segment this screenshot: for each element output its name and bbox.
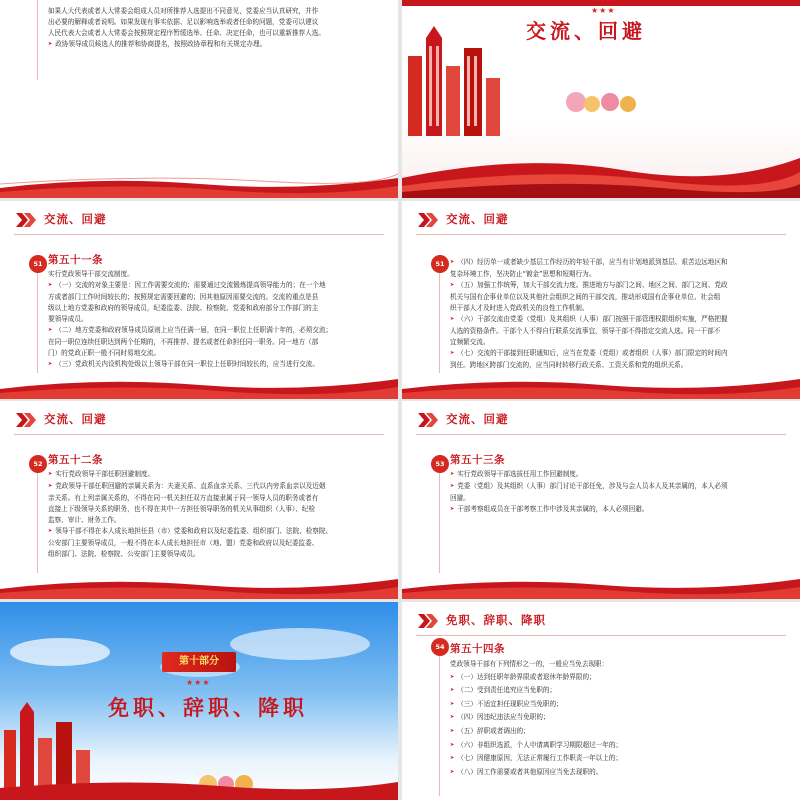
slide-8[interactable] bbox=[402, 602, 800, 800]
body-line: 织干部人才及时进入党政机关的良性工作机制。 bbox=[450, 304, 589, 312]
article-title: 第五十三条 bbox=[450, 454, 505, 466]
slide-2-cover[interactable] bbox=[402, 0, 800, 198]
body-line: 亲关系。有上列亲属关系的，不得在同一机关担任双方直接隶属于同一领导人员的职务或者有 bbox=[48, 494, 319, 502]
body-line: 直接上下级领导关系的职务，也不得在其中一方担任领导职务的机关从事组织（人事）、纪检 bbox=[48, 505, 316, 513]
body-line: ➤ （二）地方党委和政府领导成员原则上应当任满一届，在同一职位上任职满十年的，必须交流； bbox=[48, 325, 376, 337]
body-line: 监察、审计、财务工作。 bbox=[48, 516, 121, 524]
slide-header bbox=[0, 401, 398, 439]
stars-icon: ★★★ bbox=[186, 678, 211, 687]
body-line: 复杂环境工作，坚决防止“镀金”思想和短期行为。 bbox=[450, 270, 596, 278]
double-chevron-icon bbox=[418, 413, 438, 427]
body-line: 出必要的解释或者说明。如果发现有事实依据、足以影响选举或者任命的问题，党委可以建议 bbox=[48, 18, 319, 26]
body-line: 如果人大代表或者人大常委会组成人员对所推荐人选提出不同意见，党委应当认真研究，并作 bbox=[48, 7, 319, 15]
article-number-badge: 53 bbox=[431, 455, 449, 473]
red-wave-decoration bbox=[0, 778, 398, 800]
header-title: 交流、回避 bbox=[446, 412, 509, 426]
body-line: 到任。跨地区跨部门交流的，应当同时转移行政关系、工资关系和党的组织关系。 bbox=[450, 361, 688, 369]
body-line: 人选的资格条件。干部个人不得自行联系交流事宜，领导干部不得指定交流人选。同一干部不 bbox=[450, 327, 721, 335]
body-line: ➤ （五）辞职或者调出的； bbox=[450, 725, 778, 739]
header-title: 免职、辞职、降职 bbox=[446, 613, 546, 627]
body-line: ➤ （八）因工作需要或者其他原因应当免去现职的。 bbox=[450, 766, 778, 780]
slide-header bbox=[402, 602, 800, 640]
timeline-line bbox=[439, 273, 440, 373]
body-line: ➤ （五）加强工作统筹，加大干部交流力度。推进地方与部门之间、地区之间、部门之间、党政 bbox=[450, 280, 778, 292]
body-line: 门）的党政正职一般不同时易地交流。 bbox=[48, 349, 161, 357]
body-line: ➤ 党政领导干部任职回避的亲属关系为：夫妻关系、直系血亲关系、三代以内旁系血亲以及近姻 bbox=[48, 481, 376, 493]
body-line: ➤ （三）党政机关内设机构处级以上领导干部在同一职位上任职时间较长的，应当进行交流。 bbox=[48, 359, 376, 371]
red-wave-decoration bbox=[0, 567, 398, 599]
body-line: 要领导成员。 bbox=[48, 315, 88, 323]
timeline-line bbox=[439, 656, 440, 796]
body-line: ➤ （四）因违纪违法应当免职的； bbox=[450, 711, 778, 725]
body-line: ➤ （二）受到责任追究应当免职的； bbox=[450, 684, 778, 698]
slide-6[interactable] bbox=[402, 401, 800, 599]
section-title: 免职、辞职、降职 bbox=[108, 696, 308, 720]
header-divider bbox=[416, 635, 786, 636]
double-chevron-icon bbox=[418, 614, 438, 628]
slide-3[interactable] bbox=[0, 201, 398, 399]
body-line: ➤ （七）交流的干部接到任职通知后，应当在党委（党组）或者组织（人事）部门限定的时间内 bbox=[450, 348, 778, 360]
body-line: 机关与国有企事业单位以及其他社会组织之间的干部交流，推动形成国有企事业单位、社会组 bbox=[450, 293, 721, 301]
body-line: ➤ 领导干部不得在本人成长地担任县（市）党委和政府以及纪委监委、组织部门、法院、检察院、 bbox=[48, 526, 376, 538]
flower-decoration bbox=[562, 84, 652, 114]
body-line: ➤ （七）因健康原因，无法正常履行工作职责一年以上的； bbox=[450, 752, 778, 766]
red-wave-decoration bbox=[402, 367, 800, 399]
header-title: 交流、回避 bbox=[446, 212, 509, 226]
body-line: 回避。 bbox=[450, 494, 470, 502]
body-line: 实行党政领导干部交流制度。 bbox=[48, 270, 134, 278]
body-line: ➤ （一）交流的对象主要是：因工作需要交流的；需要通过交流锻炼提高领导能力的；在一个地 bbox=[48, 280, 376, 292]
slide-4[interactable] bbox=[402, 201, 800, 399]
slide-body bbox=[450, 453, 778, 516]
timeline-line bbox=[37, 473, 38, 573]
body-line: ➤ （六）非组织选派，个人申请离职学习期限超过一年的； bbox=[450, 739, 778, 753]
article-title: 第五十一条 bbox=[48, 254, 103, 266]
body-line: ➤ （三）不适宜担任现职应当免职的； bbox=[450, 698, 778, 712]
red-wave-decoration bbox=[402, 567, 800, 599]
part-badge: 第十部分 bbox=[162, 652, 236, 672]
article-title: 第五十二条 bbox=[48, 454, 103, 466]
body-line: 在同一职位连续任职达到两个任期的，不再推荐、提名或者任命担任同一职务。同一地方（部 bbox=[48, 338, 319, 346]
double-chevron-icon bbox=[16, 213, 36, 227]
red-wave-decoration bbox=[0, 367, 398, 399]
slide-body bbox=[48, 6, 376, 51]
body-line: 宜频繁交流。 bbox=[450, 338, 490, 346]
slide-7-cover[interactable] bbox=[0, 602, 398, 800]
body-line: ➤ 实行党政领导干部任职回避制度。 bbox=[48, 469, 376, 481]
header-title: 交流、回避 bbox=[44, 412, 107, 426]
header-divider bbox=[416, 234, 786, 235]
body-line: ➤ （一）达到任职年龄界限或者退休年龄界限的； bbox=[450, 671, 778, 685]
article-number-badge: 51 bbox=[29, 255, 47, 273]
double-chevron-icon bbox=[418, 213, 438, 227]
timeline-line bbox=[37, 273, 38, 373]
slide-body bbox=[48, 453, 376, 560]
article-title: 第五十四条 bbox=[450, 643, 505, 655]
body-line: 人民代表大会或者人大常委会按照规定程序暂缓选举、任命、决定任命，也可以重新推荐人选。 bbox=[48, 29, 325, 37]
slide-body bbox=[450, 642, 778, 779]
body-line: ➤ （六）干部交流由党委（党组）及其组织（人事）部门按照干部管理权限组织实施，严格把握 bbox=[450, 314, 778, 326]
body-line: 方或者部门工作时间较长的；按照规定需要回避的；因其他原因需要交流的。交流的重点是县 bbox=[48, 293, 319, 301]
header-divider bbox=[14, 234, 384, 235]
timeline-line bbox=[439, 473, 440, 573]
red-wave-decoration bbox=[0, 166, 398, 198]
slide-body bbox=[48, 253, 376, 371]
timeline-line bbox=[37, 0, 38, 80]
body-line: 级以上地方党委和政府的领导成员，纪委监委、法院、检察院、党委和政府部分工作部门的主 bbox=[48, 304, 319, 312]
header-title: 交流、回避 bbox=[44, 212, 107, 226]
header-divider bbox=[416, 434, 786, 435]
stars-icon: ★★★ bbox=[591, 6, 616, 15]
slide-1[interactable] bbox=[0, 0, 398, 198]
article-number-badge: 54 bbox=[431, 638, 449, 656]
body-line: 公安部门主要领导成员，一般不得在本人成长地担任市（地、盟）党委和政府以及纪委监委、 bbox=[48, 539, 319, 547]
section-title: 交流、回避 bbox=[526, 19, 646, 43]
body-line: 党政领导干部有下列情形之一的，一般应当免去现职： bbox=[450, 660, 609, 668]
body-line: ➤ 党委（党组）及其组织（人事）部门讨论干部任免，涉及与会人员本人及其亲属的，本人必须 bbox=[450, 481, 778, 493]
slide-header bbox=[0, 201, 398, 239]
city-buildings-illustration bbox=[402, 26, 512, 136]
body-line: 组织部门、法院、检察院、公安部门主要领导成员。 bbox=[48, 550, 200, 558]
slide-header bbox=[402, 401, 800, 439]
slide-body bbox=[450, 257, 778, 371]
body-line: ➤ 干部考察组成员在干部考察工作中涉及其亲属的，本人必须回避。 bbox=[450, 504, 778, 516]
article-number-badge: 52 bbox=[29, 455, 47, 473]
slide-5[interactable] bbox=[0, 401, 398, 599]
header-divider bbox=[14, 434, 384, 435]
red-wave-decoration bbox=[402, 148, 800, 198]
body-line: ➤ （四）经历单一或者缺少基层工作经历的年轻干部，应当有计划地派到基层、艰苦边远地区和 bbox=[450, 257, 778, 269]
body-line: ➤ 政协领导成员候选人的推荐和协商提名，按照政协章程和有关规定办理。 bbox=[48, 39, 376, 51]
article-number-badge: 51 bbox=[431, 255, 449, 273]
slide-header bbox=[402, 201, 800, 239]
body-line: ➤ 实行党政领导干部选拔任用工作回避制度。 bbox=[450, 469, 778, 481]
double-chevron-icon bbox=[16, 413, 36, 427]
